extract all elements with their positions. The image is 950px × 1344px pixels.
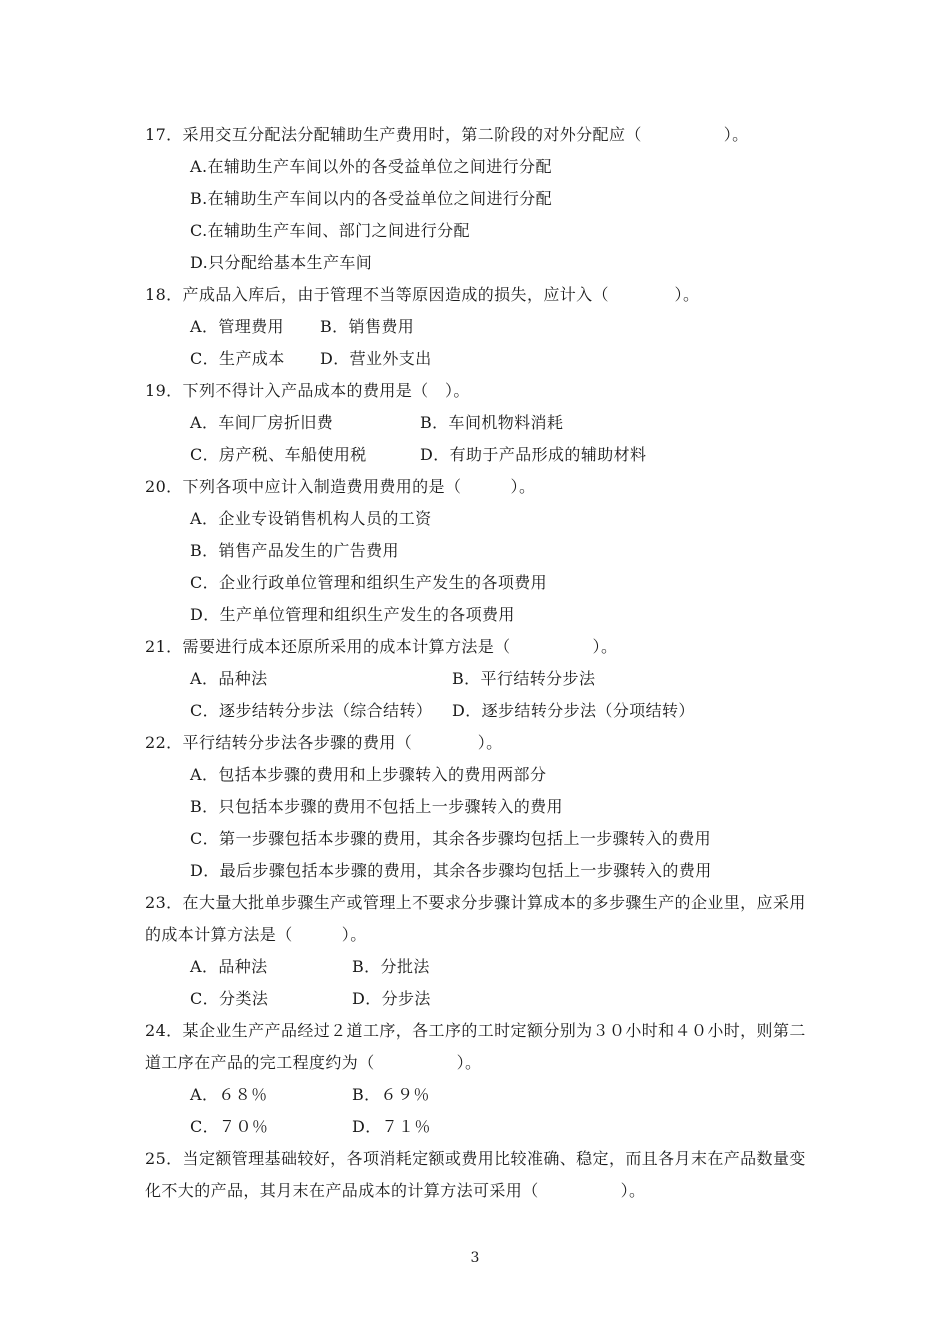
question-19-stem: 19．下列不得计入产品成本的费用是（ ）。 (145, 381, 470, 400)
question-19-option-a: A．车间厂房折旧费 (190, 413, 334, 432)
question-18-option-c: C．生产成本 (190, 349, 285, 368)
question-20-option-c: C．企业行政单位管理和组织生产发生的各项费用 (190, 573, 548, 592)
question-18-option-b: B．销售费用 (320, 317, 415, 336)
question-23-option-b: B．分批法 (352, 957, 430, 976)
question-22-option-b: B．只包括本步骤的费用不包括上一步骤转入的费用 (190, 797, 563, 816)
question-19-option-c: C．房产税、车船使用税 (190, 445, 367, 464)
question-17-option-c: C.在辅助生产车间、部门之间进行分配 (190, 221, 470, 240)
question-21-option-a: A．品种法 (190, 669, 268, 688)
question-17-option-d: D.只分配给基本生产车间 (190, 253, 373, 272)
question-24-option-a: A．６８％ (190, 1085, 268, 1104)
question-17-option-a: A.在辅助生产车间以外的各受益单位之间进行分配 (190, 157, 552, 176)
question-25-stem-continued: 化不大的产品，其月末在产品成本的计算方法可采用（ ）。 (145, 1181, 646, 1200)
question-21-option-b: B．平行结转分步法 (452, 669, 596, 688)
question-24-option-b: B．６９％ (352, 1085, 430, 1104)
question-24-option-d: D．７１％ (352, 1117, 431, 1136)
question-22-option-a: A．包括本步骤的费用和上步骤转入的费用两部分 (190, 765, 547, 784)
question-20-option-b: B．销售产品发生的广告费用 (190, 541, 399, 560)
question-20-option-d: D．生产单位管理和组织生产发生的各项费用 (190, 605, 515, 624)
question-21-option-d: D．逐步结转分步法（分项结转） (452, 701, 695, 720)
question-24-stem-continued: 道工序在产品的完工程度约为（ ）。 (145, 1053, 482, 1072)
question-21-option-c: C．逐步结转分步法（综合结转） (190, 701, 433, 720)
question-20-option-a: A．企业专设销售机构人员的工资 (190, 509, 432, 528)
question-18-option-d: D．营业外支出 (320, 349, 432, 368)
question-17-option-b: B.在辅助生产车间以内的各受益单位之间进行分配 (190, 189, 553, 208)
question-23-option-d: D．分步法 (352, 989, 431, 1008)
question-25-stem: 25．当定额管理基础较好，各项消耗定额或费用比较准确、稳定，而且各月末在产品数量变 (145, 1149, 806, 1168)
question-24-stem: 24．某企业生产产品经过２道工序，各工序的工时定额分别为３０小时和４０小时，则第二 (145, 1021, 806, 1040)
question-18-stem: 18．产成品入库后，由于管理不当等原因造成的损失，应计入（ ）。 (145, 285, 700, 304)
question-19-option-d: D．有助于产品形成的辅助材料 (420, 445, 647, 464)
question-23-option-c: C．分类法 (190, 989, 269, 1008)
question-24-option-c: C．７０％ (190, 1117, 269, 1136)
question-22-stem: 22．平行结转分步法各步骤的费用（ ）。 (145, 733, 503, 752)
question-23-option-a: A．品种法 (190, 957, 268, 976)
question-18-option-a: A．管理费用 (190, 317, 284, 336)
question-22-option-c: C．第一步骤包括本步骤的费用，其余各步骤均包括上一步骤转入的费用 (190, 829, 712, 848)
question-20-stem: 20．下列各项中应计入制造费用费用的是（ ）。 (145, 477, 536, 496)
question-22-option-d: D．最后步骤包括本步骤的费用，其余各步骤均包括上一步骤转入的费用 (190, 861, 712, 880)
question-21-stem: 21．需要进行成本还原所采用的成本计算方法是（ ）。 (145, 637, 618, 656)
question-23-stem: 23．在大量大批单步骤生产或管理上不要求分步骤计算成本的多步骤生产的企业里，应采用 (145, 893, 806, 912)
page-number: 3 (470, 1250, 480, 1266)
question-19-option-b: B．车间机物料消耗 (420, 413, 564, 432)
question-23-stem-continued: 的成本计算方法是（ ）。 (145, 925, 367, 944)
question-17-stem: 17．采用交互分配法分配辅助生产费用时，第二阶段的对外分配应（ ）。 (145, 125, 749, 144)
